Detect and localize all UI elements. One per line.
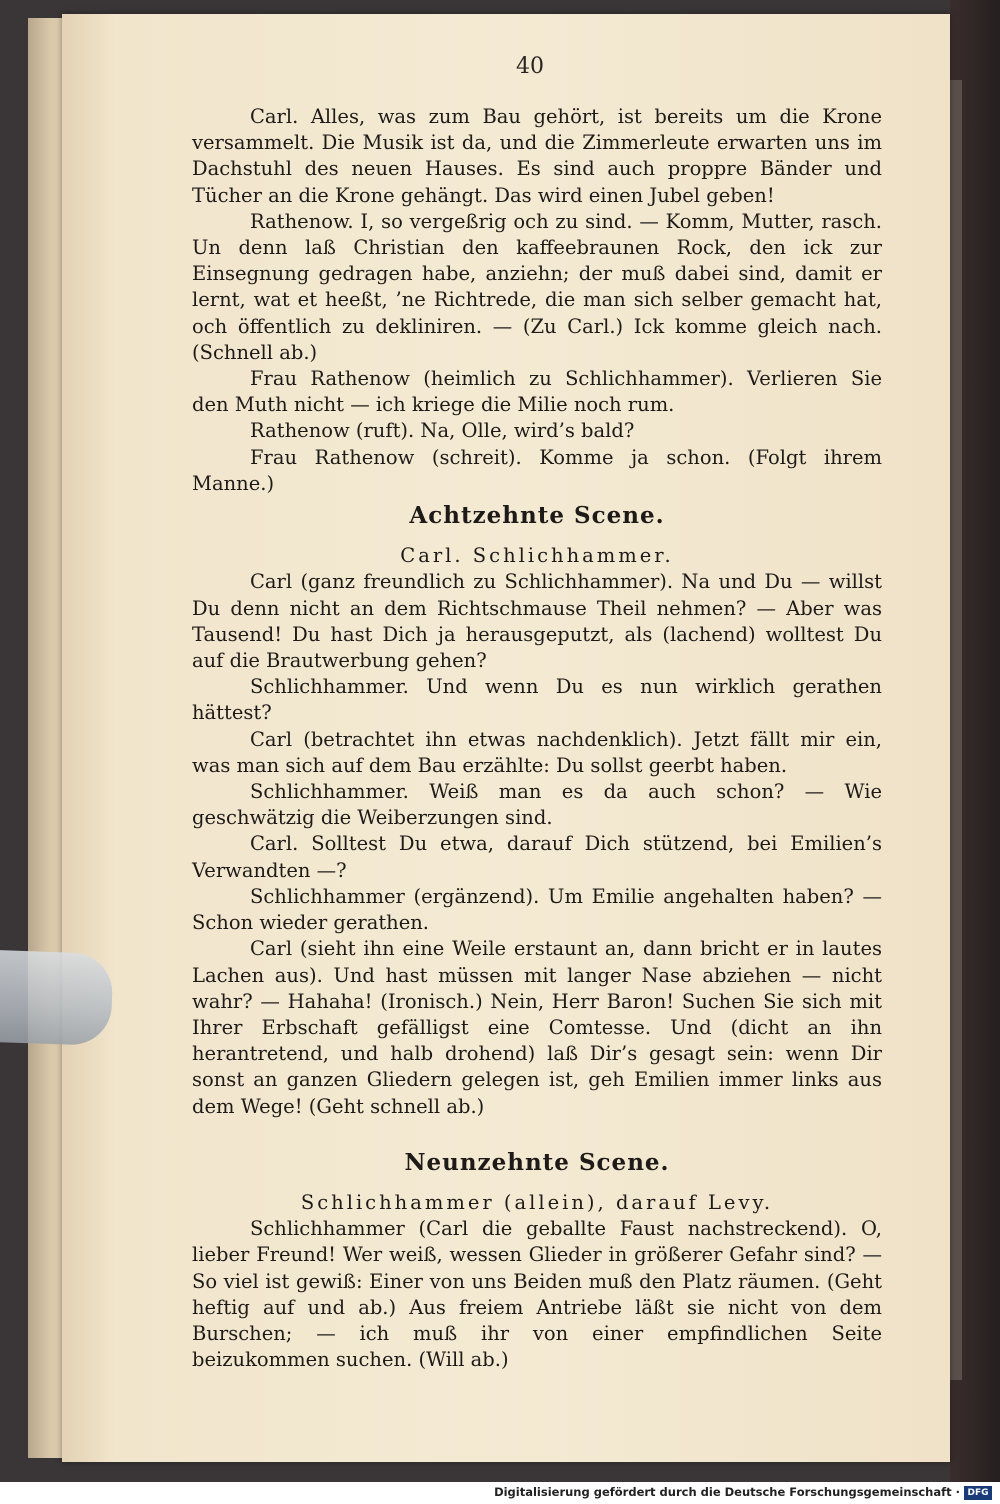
paragraph: Schlichhammer. Weiß man es da auch schon? — Wie geschwätzig die Weiberzungen sind. — [192, 780, 882, 830]
paragraph: Rathenow (ruft). Na, Olle, wird’s bald? — [250, 419, 635, 443]
paragraph: Carl (sieht ihn eine Weile erstaunt an, dann bricht er in lautes Lachen aus). Und hast müssen mit langer Nase abziehen — nicht wahr? — Hahaha! (Ironisch.) Nein, Herr Baron! Suchen Sie sich mit Ihrer Erbschaft gefälligst eine Comtesse. Und (dicht an ihn herantretend, und halb drohend) laß Dir’s gesagt sein: wenn Dir sonst an ganzen Gliedern gelegen ist, geh Emilien immer links aus dem Wege! (Geht schnell ab.) — [192, 937, 882, 1118]
paragraph: Schlichhammer (ergänzend). Um Emilie angehalten haben? — Schon wieder gerathen. — [192, 884, 882, 935]
scene-cast: Carl. Schlichhammer. — [400, 544, 674, 568]
paragraph: Frau Rathenow (schreit). Komme ja schon. (Folgt ihrem Manne.) — [192, 445, 882, 495]
page-tab-marker — [0, 950, 114, 1046]
page-text — [192, 104, 882, 1373]
paragraph: Carl. Alles, was zum Bau gehört, ist bereits um die Krone versammelt. Die Musik ist da, und die Zimmerleute erwarten uns im Dachstuhl des neuen Hauses. Es sind auch proppre Bänder und Tücher an die Krone gehängt. Das wird einen Jubel geben! — [192, 105, 882, 207]
paragraph: Carl (betrachtet ihn etwas nachdenklich). Jetzt fällt mir ein, was man sich auf dem Bau erzählte: Du sollst geerbt haben. — [192, 727, 882, 777]
paragraph: Carl (ganz freundlich zu Schlichhammer). Na und Du — willst Du denn nicht an dem Richtschmause Theil nehmen? — Aber was Tausend! Du hast Dich ja herausgeputzt, als (lachend) wolltest Du auf die Brautwerbung gehen? — [192, 570, 882, 673]
footer-credit: Digitalisierung gefördert durch die Deutsche Forschungsgemeinschaft · — [494, 1485, 960, 1499]
book-binding — [950, 80, 962, 1380]
paragraph: Schlichhammer. Und wenn Du es nun wirklich gerathen hättest? — [192, 675, 882, 725]
scene-heading: Neunzehnte Scene. — [404, 1148, 670, 1176]
scene-cast: Schlichhammer (allein), darauf Levy. — [300, 1190, 774, 1214]
paragraph: Frau Rathenow (heimlich zu Schlichhammer). Verlieren Sie den Muth nicht — ich kriege die Milie noch rum. — [192, 367, 882, 417]
dfg-logo: DFG — [964, 1486, 992, 1500]
paragraph: Carl. Solltest Du etwa, darauf Dich stützend, bei Emilien’s Verwandten —? — [192, 832, 882, 882]
paragraph: Schlichhammer (Carl die geballte Faust nachstreckend). O, lieber Freund! Wer weiß, wessen Glieder in größerer Gefahr sind? — So viel ist gewiß: Einer von uns Beiden muß den Platz räumen. (Geht heftig auf und ab.) Aus freiem Antriebe läßt sie nicht von dem Burschen; — ich muß ihr von einer empfindlichen Seite beizukommen suchen. (Will ab.) — [192, 1217, 882, 1372]
paragraph: Rathenow. I, so vergeßrig och zu sind. — Komm, Mutter, rasch. Un denn laß Christian den kaffeebraunen Rock, den ick zur Einsegnung gedragen habe, anziehn; der muß dabei sind, damit er lernt, wat et heeßt, ’ne Richtrede, die man sich selber gemacht hat, och öffentlich zu dekliniren. — (Zu Carl.) Ick komme gleich nach. (Schnell ab.) — [192, 209, 882, 364]
page-number: 40 — [516, 54, 544, 79]
scene-heading: Achtzehnte Scene. — [409, 502, 665, 530]
